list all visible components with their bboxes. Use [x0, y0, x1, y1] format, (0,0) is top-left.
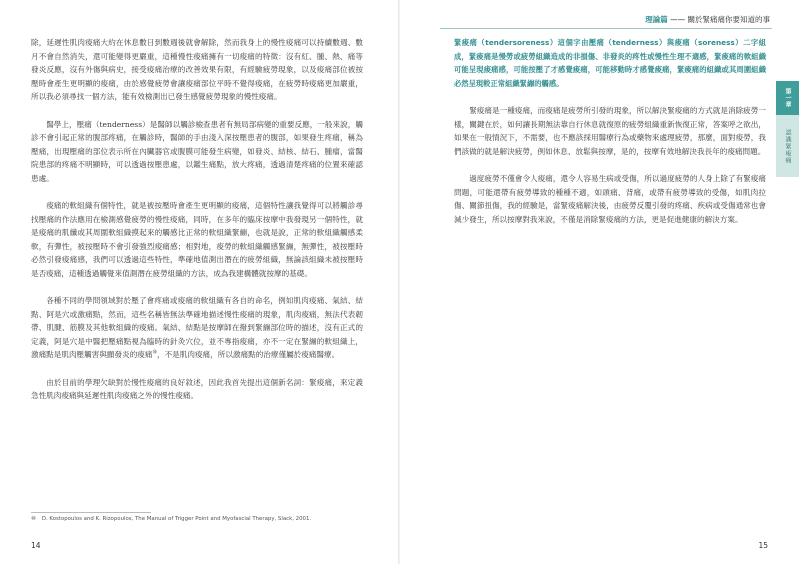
header-rule [440, 28, 772, 29]
header-dash: —— [670, 15, 686, 24]
footnote-divider [31, 512, 151, 513]
body-paragraph-text: ，不是肌肉痠痛，所以激痛點的治療僅屬於痠痛醫療。 [156, 350, 340, 359]
body-paragraph: 由於目前的學理欠缺對於慢性痠痛的良好敘述，因此我首先提出這個新名詞：緊痠痛，來定義急性肌肉痠痛與延遲性肌肉痠痛之外的慢性痠痛。 [31, 377, 363, 400]
body-paragraph: 痠痛的軟組織有個特性，就是被按壓時會產生更明顯的痠痛，這個特性讓我覺得可以將觸診尋找壓痛的作法應用在檢測感覺疲勞的慢性痠痛，同時，在多年的臨床按摩中我發現另一個特性，就是痠痛的肌纖或其周圍軟組織摸起來的觸感比正常的軟組織緊繃，也就是說，正常的軟組織觸感柔軟，有彈性，被按壓時不會引發強烈痠痛感；相對地，痠勞的軟組織觸感緊繃，無彈性，被按壓時必然引發痠痛感，我們可以透過這些特性，準確地值測出潛在的疲勞組織，無論該組織未被按壓時是否痠痛，這種透過觸覺來值測潛在疲勞組織的方法，成為我建構體就按摩的基礎。 [31, 201, 363, 278]
footnote-mark: ⑩ [31, 516, 36, 522]
page-number-right: 15 [758, 541, 768, 550]
body-paragraph: 除，延遲性肌肉痠痛大約在休息數日到數週後就會解除，然而我身上的慢性痠痛可以持續數週、數月不會自然消失，還可能變得更嚴重，這種慢性痠痛擁有一切痠痛的特徵：沒有紅、腫、熱、痛等發炎反應，沒有外傷與病史，接受痠痛治療的改善效果有限，有經驗疲勞現象，以及痠痛部位被按壓時會產生更明顯的痠痛，由於感覺疲勞會讓痠痛部位平時不覺得痠痛，在疲勞時痠痛更加嚴重，所以我必須尋找一個方法，能有效檢測出已發生感覺疲勞現象的慢性痠痛。 [31, 38, 363, 101]
left-page [0, 0, 399, 564]
right-page [400, 0, 799, 564]
footnote-reference[interactable]: ⑩ [152, 349, 157, 356]
left-body-text [31, 36, 363, 417]
chapter-title-tab[interactable]: 認識緊痠痛 [776, 115, 799, 177]
body-paragraph: 過度疲勞不僅會令人痠痛，還令人容易生病或受傷，所以過度疲勞的人身上除了有緊痠痛問題，可能還帶有疲勞導致的種種不適，如頭痛、背痛，或帶有疲勞導致的受傷，如肌肉拉傷、關節扭傷，我的經驗是，當緊痠痛解決後，由疲勞反覆引發的疼痛、疾病或受傷通常也會減少發生，所以按摩對我來說，不僅是消除緊痠痛的方法，更是促進健康的解決方案。 [454, 174, 766, 224]
header-chapter-title: 關於緊痛痛你要知道的事 [687, 15, 770, 24]
chapter-tab-label: 第一章 [784, 88, 791, 108]
definition-highlight: 緊痠痛（tendersoreness）這個字由壓痛（tenderness）與痠痛（soreness）二字組成，緊痠痛是慢勞或疲勞組織造成的非損傷、非發炎的疼性或慢性生理不適感，緊痠痛的軟組織可能呈現痠痛感，可能按壓了才感覺痠痛，可能移動時才感覺痠痛，緊痠痛的組織或其周圍組織必然呈現較正常組織緊繃的觸感。 [454, 38, 766, 88]
footnote [31, 516, 311, 522]
header-section: 理論篇 [645, 15, 668, 24]
footnote-text: D. Kostopoulos and K. Rizopoulos, The Manual of Trigger Point and Myofascial Therapy, Slack, 2001. [41, 516, 312, 522]
right-body-text [454, 36, 766, 240]
body-paragraph [31, 294, 363, 362]
body-paragraph: 緊痠痛是一種痠痛，而痠痛是疲勞所引發的現象，所以解決緊痠痛的方式就是消除疲勞一樣，關鍵在於，如何讓長期無法靠自行休息就復原的疲勞組織重新恢復正常，答案呼之欲出，如果在一般情況下，不需要，也不應該採用醫療行為或藥物來處理疲勞，那麼，面對痠勞，我們該做的就是解決疲勞，例如休息、放鬆與按摩，是的，按摩有效地解決我長年的痠痛問題。 [454, 106, 766, 156]
running-header [645, 14, 770, 25]
chapter-tab[interactable] [776, 81, 799, 115]
body-paragraph: 醫學上，壓痛（tenderness）是醫師以觸診檢查患者有無局部病變的重要反應，一般來說，觸診不會引起正常的腹部疼痛，在觸診時，醫師的手由淺入深按壓患者的腹部，如果發生疼痛，稱為壓痛，出現壓痛的部位表示所在內臟器官或腹膜可能發生病變，如發炎、結核、結石、腫瘤，當醫院患部的疼痛不明顯時，可以透過按壓患處，以鑑生痛點，放大疼痛，透過清楚疼痛的位置來確認患處。 [31, 119, 363, 183]
body-paragraph-text: 各種不同的學問領域對於壓了會疼痛或痠痛的軟組織有各自的命名，例如肌肉痠痛、氣結、結點、阿是穴或激痛點，然而，這些名稱皆無法準確地描述慢性痠痛的現象，肌肉痠痛，無法代表韌帶、肌腱、筋膜及其他軟組織的痠痛。氣結、結點是按摩師在撥到緊繃部位時的描述，沒有正式的定義，阿是穴是中醫把壓痛點視為臨時的針灸穴位，並不專指痠痛，亦不一定在緊繃的軟組織上，激痛點是肌肉壓觸害與顫發炎的痠痛 [31, 296, 363, 359]
page-number-left: 14 [31, 541, 41, 550]
